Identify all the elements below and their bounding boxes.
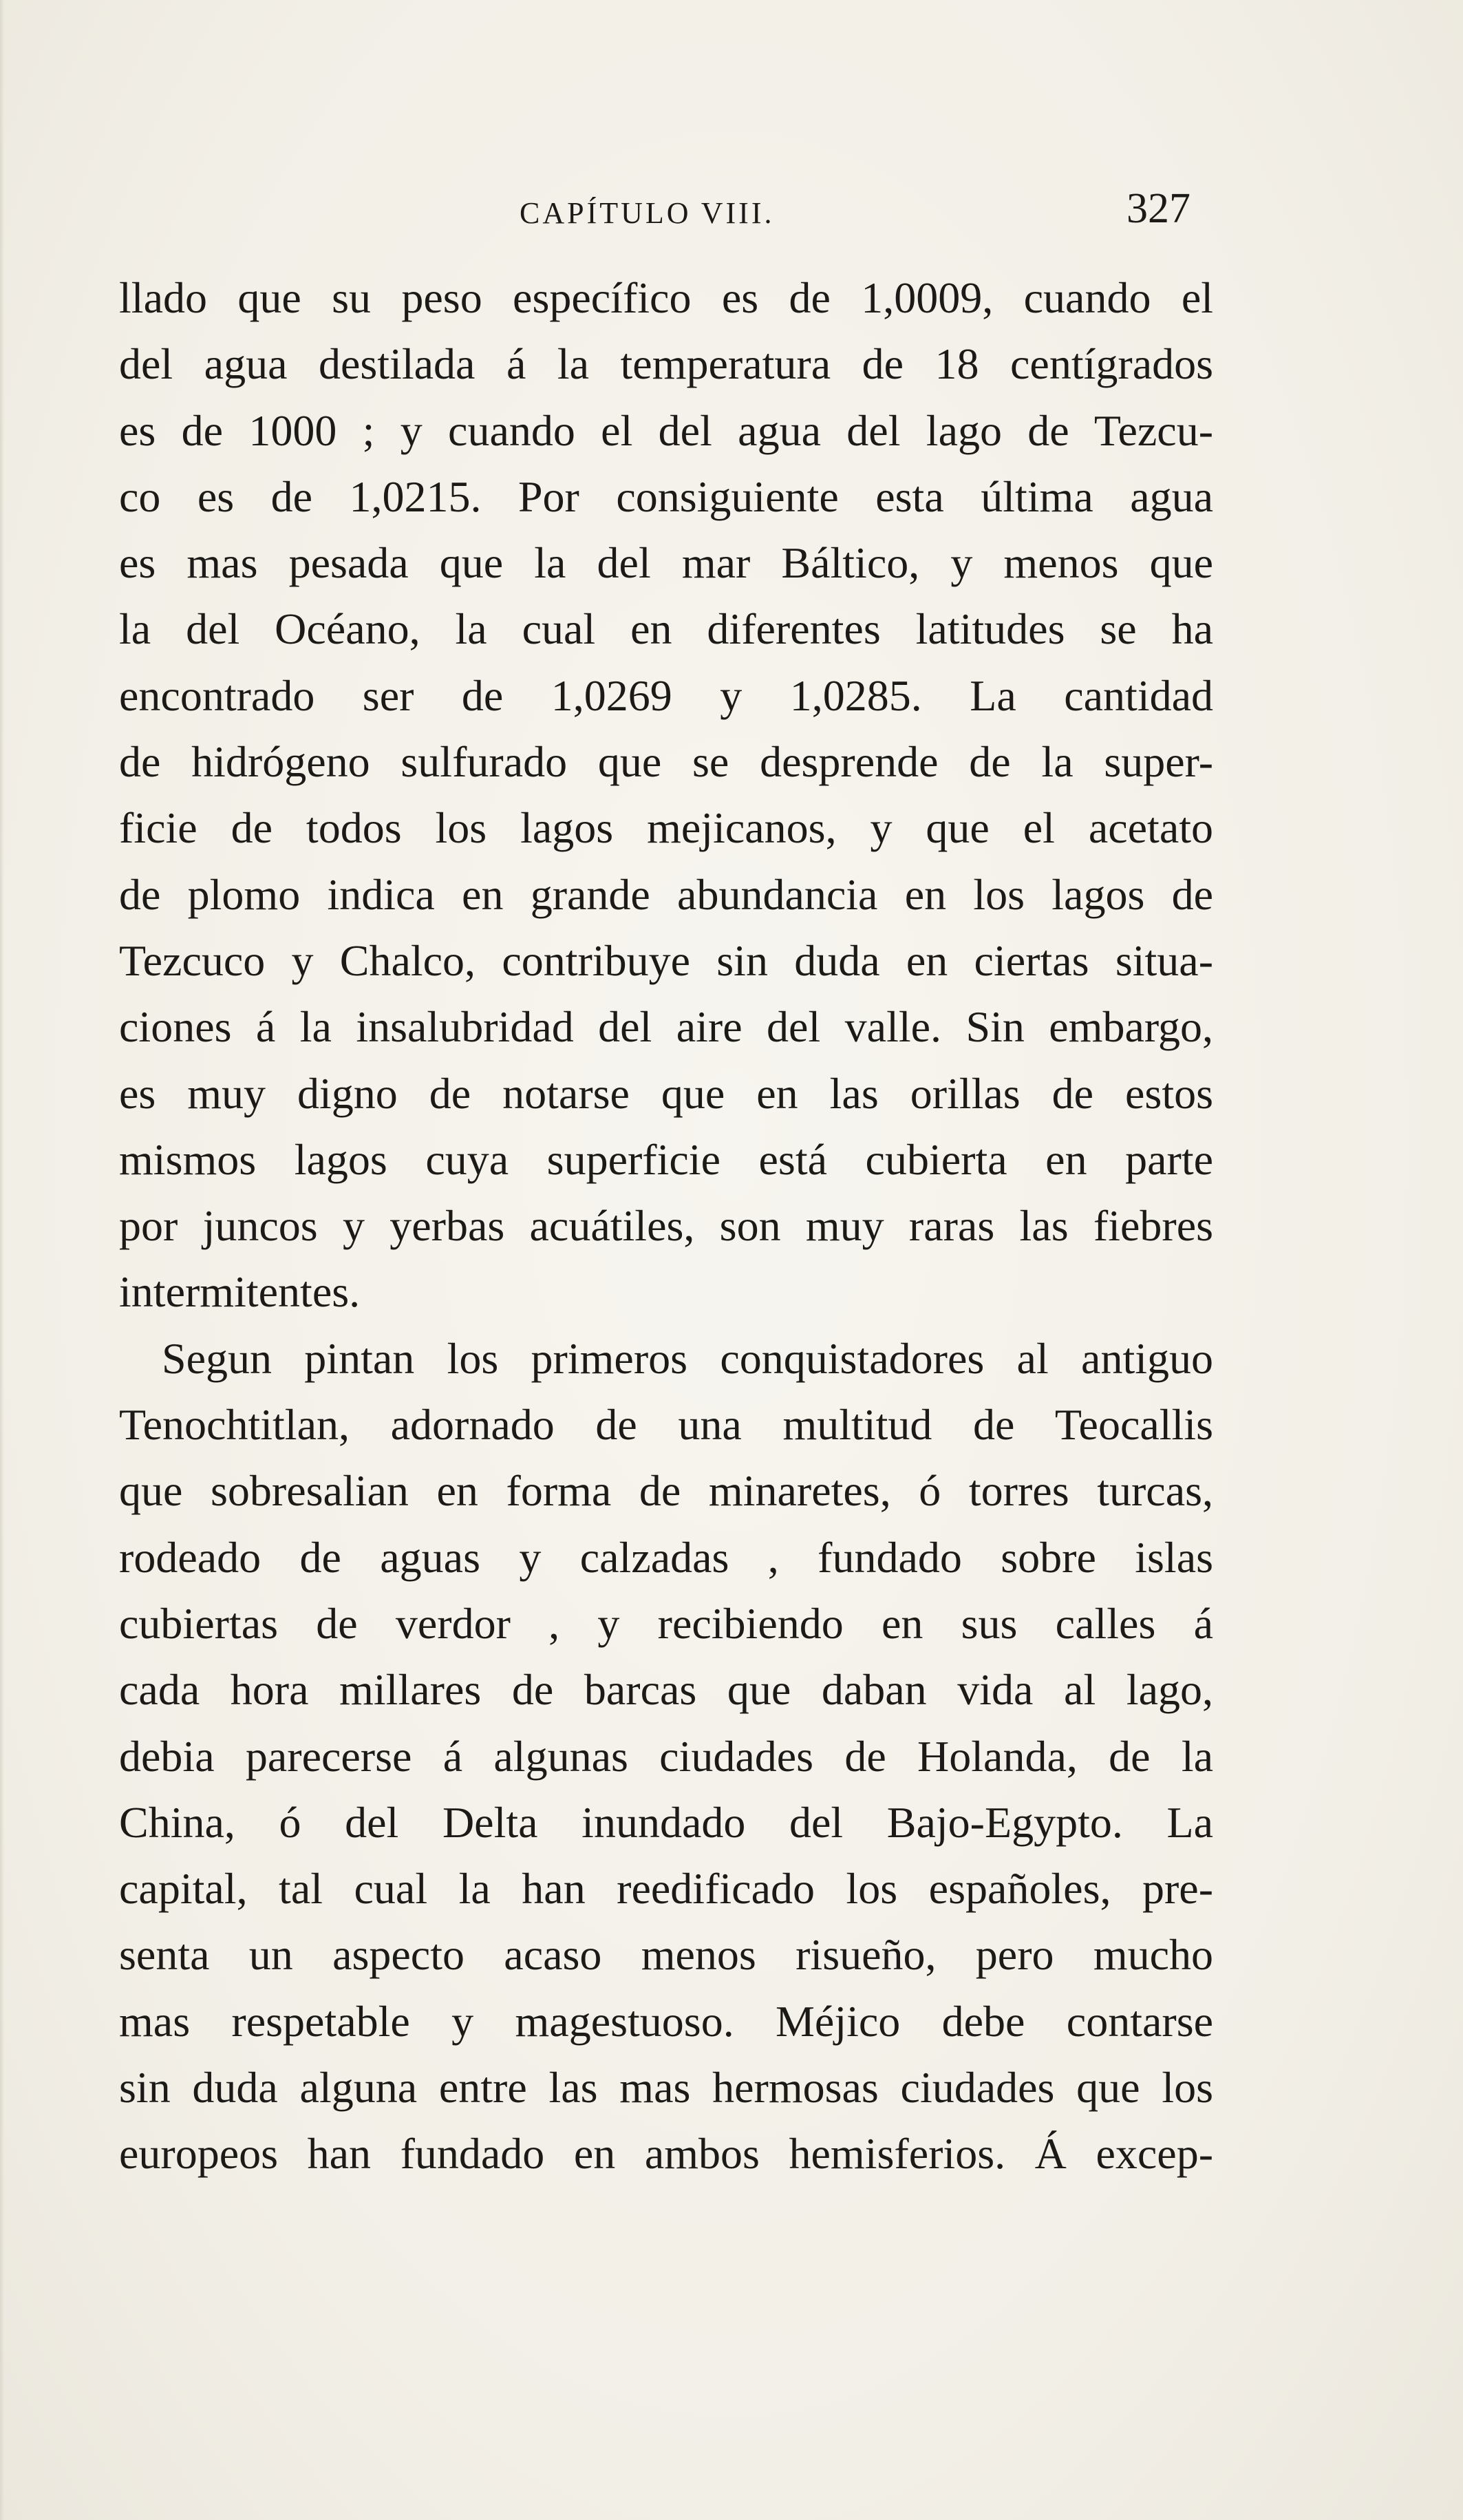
- text-line: mas respetable y magestuoso. Méjico debe contarse: [119, 1996, 1213, 2046]
- text-line: ficie de todos los lagos mejicanos, y que el acetato: [119, 803, 1213, 853]
- text-line: encontrado ser de 1,0269 y 1,0285. La cantidad: [119, 670, 1213, 720]
- text-line: de hidrógeno sulfurado que se desprende de la super-: [119, 737, 1213, 787]
- page-header: [0, 180, 1463, 242]
- page-number: 327: [1126, 185, 1190, 232]
- text-line: mismos lagos cuya superficie está cubierta en parte: [119, 1134, 1213, 1184]
- text-line: sin duda alguna entre las mas hermosas ciudades que los: [119, 2063, 1213, 2113]
- text-line: es mas pesada que la del mar Báltico, y menos que: [119, 538, 1213, 588]
- text-line: que sobresalian en forma de minaretes, ó torres turcas,: [119, 1466, 1213, 1516]
- text-line: cubiertas de verdor , y recibiendo en sus calles á: [119, 1598, 1213, 1648]
- text-line: por juncos y yerbas acuátiles, son muy raras las fiebres: [119, 1201, 1213, 1251]
- text-line: senta un aspecto acaso menos risueño, pero mucho: [119, 1930, 1213, 1980]
- text-line: ciones á la insalubridad del aire del valle. Sin embargo,: [119, 1002, 1213, 1052]
- text-line: es muy digno de notarse que en las orillas de estos: [119, 1068, 1213, 1118]
- running-head: CAPÍTULO VIII.: [520, 196, 775, 230]
- text-line: llado que su peso específico es de 1,0009, cuando el: [119, 273, 1213, 322]
- text-line: China, ó del Delta inundado del Bajo-Egypto. La: [119, 1797, 1213, 1847]
- paragraph-last-line: intermitentes.: [119, 1267, 361, 1317]
- text-line: de plomo indica en grande abundancia en los lagos de: [119, 869, 1213, 919]
- page-edge-shadow: [0, 0, 4, 2520]
- text-line: del agua destilada á la temperatura de 18 centígrados: [119, 339, 1213, 389]
- text-line: cada hora millares de barcas que daban vida al lago,: [119, 1665, 1213, 1715]
- text-line: europeos han fundado en ambos hemisferios. Á excep-: [119, 2129, 1213, 2179]
- text-line: la del Océano, la cual en diferentes latitudes se ha: [119, 604, 1213, 654]
- text-line: es de 1000 ; y cuando el del agua del lago de Tezcu-: [119, 405, 1213, 455]
- paragraph-first-line: Segun pintan los primeros conquistadores al antiguo: [162, 1333, 1213, 1383]
- text-line: co es de 1,0215. Por consiguiente esta última agua: [119, 472, 1213, 521]
- text-line: debia parecerse á algunas ciudades de Holanda, de la: [119, 1731, 1213, 1781]
- text-line: Tenochtitlan, adornado de una multitud de Teocallis: [119, 1400, 1213, 1450]
- text-line: Tezcuco y Chalco, contribuye sin duda en ciertas situa-: [119, 935, 1213, 985]
- text-line: rodeado de aguas y calzadas , fundado sobre islas: [119, 1532, 1213, 1582]
- body-text: [119, 265, 1213, 2188]
- text-line: capital, tal cual la han reedificado los españoles, pre-: [119, 1864, 1213, 1914]
